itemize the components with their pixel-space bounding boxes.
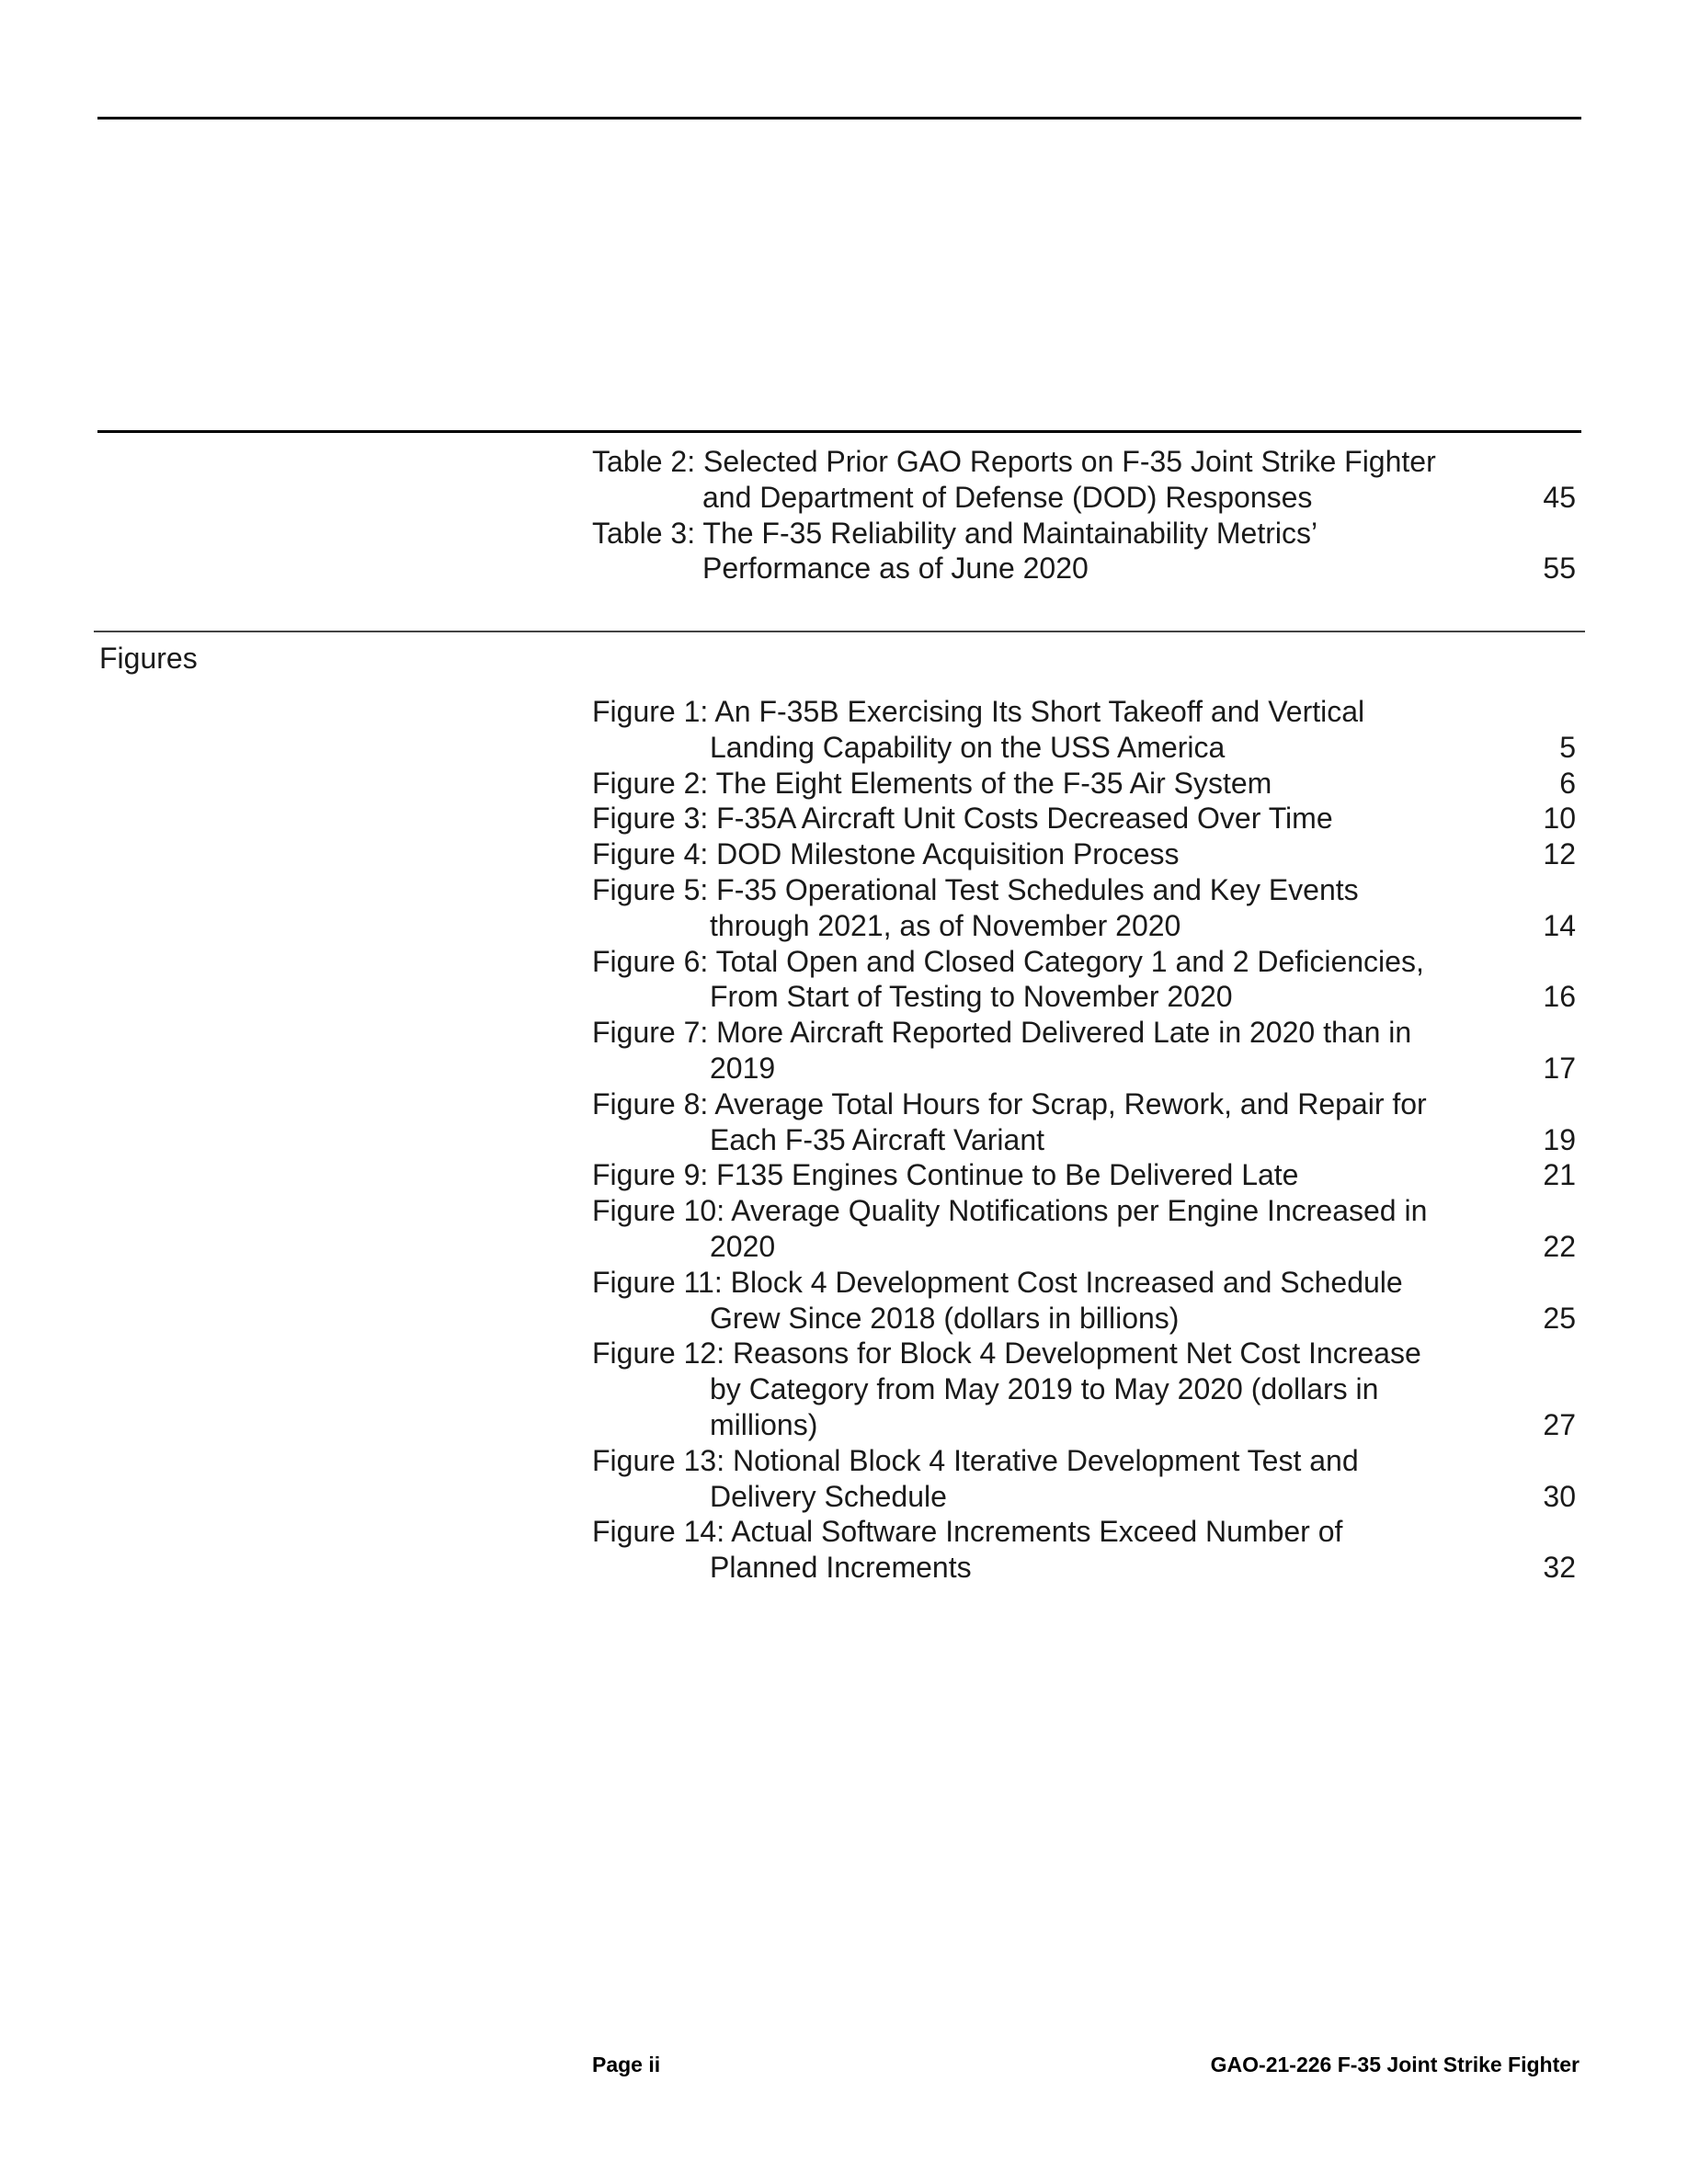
figure-entry-title-line: Each F-35 Aircraft Variant	[710, 1122, 1044, 1156]
figure-entry-title-line: Figure 2: The Eight Elements of the F-35 Air System	[592, 766, 1272, 800]
tables-rule	[97, 430, 1581, 433]
figure-entry-page-number: 14	[1543, 908, 1576, 942]
figure-entry-page-number: 21	[1543, 1158, 1576, 1192]
figure-entry[interactable]	[592, 1336, 1576, 1442]
footer-report-title: GAO-21-226 F-35 Joint Strike Fighter	[1210, 2053, 1580, 2076]
figure-entry-title-line: Figure 6: Total Open and Closed Category 1 and 2 Deficiencies,	[592, 944, 1424, 978]
figure-entry-title-line: Figure 12: Reasons for Block 4 Development Net Cost Increase	[592, 1337, 1421, 1371]
figure-entry-title-line: through 2021, as of November 2020	[710, 908, 1181, 942]
figure-entry-title-line: Delivery Schedule	[710, 1479, 947, 1513]
figure-entry-title-line: Figure 9: F135 Engines Continue to Be Delivered Late	[592, 1158, 1299, 1192]
table-entry[interactable]	[592, 444, 1576, 516]
figure-entry[interactable]	[592, 944, 1576, 1016]
figure-entry-page-number: 22	[1543, 1229, 1576, 1263]
figure-entry-page-number: 5	[1559, 730, 1576, 764]
figure-entry-title-line: Figure 10: Average Quality Notifications per Engine Increased in	[592, 1194, 1428, 1228]
figure-entry[interactable]	[592, 1265, 1576, 1337]
figure-entry-page-number: 25	[1543, 1301, 1576, 1335]
figure-entry-title-line: Figure 7: More Aircraft Reported Delivered Late in 2020 than in	[592, 1016, 1412, 1050]
figure-entry-title-line: Figure 4: DOD Milestone Acquisition Process	[592, 837, 1180, 871]
figure-entry[interactable]	[592, 836, 1576, 872]
figures-rule	[94, 631, 1585, 632]
figure-entry-title-line: Figure 8: Average Total Hours for Scrap, Rework, and Repair for	[592, 1086, 1427, 1120]
section-heading-figures: Figures	[99, 642, 198, 675]
figure-entry[interactable]	[592, 1514, 1576, 1586]
figure-entry[interactable]	[592, 1443, 1576, 1515]
table-list	[592, 444, 1576, 586]
top-rule	[97, 117, 1581, 119]
figure-entry[interactable]	[592, 1086, 1576, 1158]
figure-entry-title-line: Figure 14: Actual Software Increments Exceed Number of	[592, 1515, 1343, 1549]
figure-entry-title-line: Figure 1: An F-35B Exercising Its Short Takeoff and Vertical	[592, 695, 1365, 728]
table-entry-title-line: and Department of Defense (DOD) Responses	[702, 480, 1313, 514]
figure-entry-title-line: by Category from May 2019 to May 2020 (dollars in	[710, 1372, 1379, 1406]
figure-entry[interactable]	[592, 801, 1576, 836]
figure-entry-page-number: 10	[1543, 802, 1576, 836]
table-entry[interactable]	[592, 516, 1576, 587]
figure-entry[interactable]	[592, 1015, 1576, 1086]
table-entry-page-number: 55	[1543, 552, 1576, 586]
figure-entry-title-line: Planned Increments	[710, 1551, 972, 1585]
figure-entry-title-line: Figure 3: F-35A Aircraft Unit Costs Decreased Over Time	[592, 802, 1333, 836]
figure-entry-page-number: 27	[1543, 1407, 1576, 1441]
figure-entry[interactable]	[592, 694, 1576, 766]
footer-page-number: Page ii	[592, 2053, 661, 2076]
figure-entry-title-line: Landing Capability on the USS America	[710, 730, 1226, 764]
figure-entry-page-number: 32	[1543, 1551, 1576, 1585]
figure-entry-page-number: 6	[1559, 766, 1576, 800]
table-entry-title-line: Table 3: The F-35 Reliability and Maintainability Metrics’	[592, 516, 1318, 550]
figure-entry-title-line: Figure 5: F-35 Operational Test Schedules and Key Events	[592, 872, 1359, 906]
figure-entry[interactable]	[592, 1157, 1576, 1193]
figure-entry-page-number: 17	[1543, 1051, 1576, 1085]
figure-entry[interactable]	[592, 872, 1576, 944]
figure-entry-title-line: Figure 13: Notional Block 4 Iterative Development Test and	[592, 1443, 1359, 1477]
figure-entry-title-line: From Start of Testing to November 2020	[710, 980, 1233, 1014]
figure-list	[592, 694, 1576, 1586]
figure-entry-page-number: 30	[1543, 1479, 1576, 1513]
figure-entry-title-line: Grew Since 2018 (dollars in billions)	[710, 1301, 1180, 1335]
figure-entry-title-line: Figure 11: Block 4 Development Cost Increased and Schedule	[592, 1265, 1403, 1299]
figure-entry-title-line: 2020	[710, 1229, 776, 1263]
figure-entry[interactable]	[592, 766, 1576, 802]
figure-entry-page-number: 19	[1543, 1122, 1576, 1156]
figure-entry-title-line: millions)	[710, 1407, 818, 1441]
figure-entry-page-number: 16	[1543, 980, 1576, 1014]
figure-entry[interactable]	[592, 1193, 1576, 1265]
table-entry-title-line: Table 2: Selected Prior GAO Reports on F-35 Joint Strike Fighter	[592, 445, 1436, 478]
figure-entry-page-number: 12	[1543, 837, 1576, 871]
table-entry-page-number: 45	[1543, 480, 1576, 514]
table-entry-title-line: Performance as of June 2020	[702, 552, 1089, 586]
figure-entry-title-line: 2019	[710, 1051, 776, 1085]
